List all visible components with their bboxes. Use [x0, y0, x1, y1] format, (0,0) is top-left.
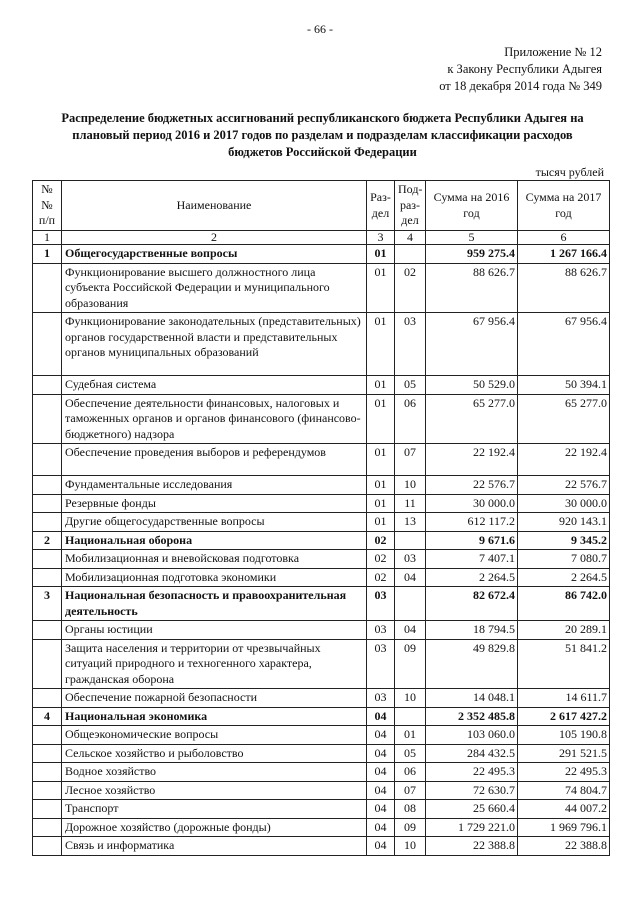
- row-sum-2017: 22 192.4: [518, 444, 610, 476]
- row-name: Дорожное хозяйство (дорожные фонды): [62, 818, 367, 837]
- row-sum-2017: 65 277.0: [518, 394, 610, 444]
- table-row: [33, 313, 610, 376]
- row-subsection-code: 03: [395, 550, 426, 569]
- header-sum-2016: Сумма на 2016 год: [426, 181, 518, 231]
- row-sum-2016: 9 671.6: [426, 531, 518, 550]
- row-sum-2016: 65 277.0: [426, 394, 518, 444]
- table-body: [33, 245, 610, 856]
- row-number: [33, 263, 62, 313]
- row-sum-2016: 50 529.0: [426, 376, 518, 395]
- row-section-code: 03: [367, 621, 395, 640]
- row-name: Национальная оборона: [62, 531, 367, 550]
- row-sum-2016: 88 626.7: [426, 263, 518, 313]
- row-number: [33, 639, 62, 689]
- row-sum-2016: 67 956.4: [426, 313, 518, 376]
- row-name: Функционирование высшего должностного лица субъекта Российской Федерации и муниципального образования: [62, 263, 367, 313]
- row-name: Водное хозяйство: [62, 763, 367, 782]
- row-section-code: 04: [367, 781, 395, 800]
- row-subsection-code: [395, 245, 426, 264]
- row-sum-2017: 2 264.5: [518, 568, 610, 587]
- row-name: Обеспечение проведения выборов и референдумов: [62, 444, 367, 476]
- table-row: [33, 818, 610, 837]
- table-row: [33, 476, 610, 495]
- row-name: Защита населения и территории от чрезвычайных ситуаций природного и техногенного характера, гражданская оборона: [62, 639, 367, 689]
- table-row: [33, 639, 610, 689]
- table-row: [33, 513, 610, 532]
- row-number: [33, 313, 62, 376]
- row-name: Мобилизационная и вневойсковая подготовка: [62, 550, 367, 569]
- row-section-code: 02: [367, 568, 395, 587]
- header-subsection: Под-раз-дел: [395, 181, 426, 231]
- page-number: - 66 -: [307, 22, 333, 36]
- row-name: Национальная экономика: [62, 707, 367, 726]
- row-name: Органы юстиции: [62, 621, 367, 640]
- table-row-section: [33, 531, 610, 550]
- row-sum-2016: 612 117.2: [426, 513, 518, 532]
- row-number: [33, 621, 62, 640]
- row-sum-2016: 1 729 221.0: [426, 818, 518, 837]
- row-subsection-code: 11: [395, 494, 426, 513]
- row-section-code: 01: [367, 513, 395, 532]
- row-name: Национальная безопасность и правоохранительная деятельность: [62, 587, 367, 621]
- row-section-code: 01: [367, 263, 395, 313]
- row-sum-2016: 959 275.4: [426, 245, 518, 264]
- row-section-code: 03: [367, 689, 395, 708]
- row-subsection-code: 02: [395, 263, 426, 313]
- row-sum-2016: 22 388.8: [426, 837, 518, 856]
- header-section: Раз-дел: [367, 181, 395, 231]
- row-sum-2016: 49 829.8: [426, 639, 518, 689]
- header-number: №№ п/п: [33, 181, 62, 231]
- row-sum-2016: 82 672.4: [426, 587, 518, 621]
- row-number: [33, 726, 62, 745]
- table-row: [33, 263, 610, 313]
- row-number: [33, 837, 62, 856]
- table-row-section: [33, 587, 610, 621]
- row-subsection-code: 08: [395, 800, 426, 819]
- row-section-code: 04: [367, 744, 395, 763]
- table-row-section: [33, 707, 610, 726]
- row-name: Общеэкономические вопросы: [62, 726, 367, 745]
- row-subsection-code: 01: [395, 726, 426, 745]
- row-sum-2016: 22 495.3: [426, 763, 518, 782]
- row-number: [33, 513, 62, 532]
- units-label: тысяч рублей: [535, 165, 604, 179]
- table-row: [33, 550, 610, 569]
- row-section-code: 04: [367, 837, 395, 856]
- column-index-6: 6: [518, 231, 610, 245]
- row-name: Судебная система: [62, 376, 367, 395]
- row-subsection-code: 09: [395, 639, 426, 689]
- row-sum-2017: 44 007.2: [518, 800, 610, 819]
- row-number: [33, 800, 62, 819]
- row-subsection-code: 05: [395, 376, 426, 395]
- table-row: [33, 744, 610, 763]
- row-name: Транспорт: [62, 800, 367, 819]
- row-number: [33, 476, 62, 495]
- table-row: [33, 837, 610, 856]
- row-sum-2016: 2 352 485.8: [426, 707, 518, 726]
- row-section-code: 01: [367, 476, 395, 495]
- column-index-4: 4: [395, 231, 426, 245]
- row-number: [33, 568, 62, 587]
- row-subsection-code: 07: [395, 781, 426, 800]
- row-subsection-code: 13: [395, 513, 426, 532]
- row-sum-2017: 88 626.7: [518, 263, 610, 313]
- annex-line-1: Приложение № 12: [504, 45, 602, 59]
- row-subsection-code: 07: [395, 444, 426, 476]
- row-sum-2016: 72 630.7: [426, 781, 518, 800]
- row-name: Связь и информатика: [62, 837, 367, 856]
- row-name: Обеспечение пожарной безопасности: [62, 689, 367, 708]
- annex-block: [439, 44, 602, 95]
- table-row: [33, 726, 610, 745]
- row-number: [33, 444, 62, 476]
- document-title: Распределение бюджетных ассигнований республиканского бюджета Республики Адыгея на плановый период 2016 и 2017 годов по разделам и подразделам классификации расходов бюджетов Российской Федерации: [61, 111, 584, 159]
- row-number: [33, 781, 62, 800]
- row-name: Другие общегосударственные вопросы: [62, 513, 367, 532]
- row-sum-2017: 2 617 427.2: [518, 707, 610, 726]
- row-number: 1: [33, 245, 62, 264]
- table-row-section: [33, 245, 610, 264]
- row-section-code: 04: [367, 818, 395, 837]
- row-number: [33, 763, 62, 782]
- row-section-code: 04: [367, 800, 395, 819]
- table-row: [33, 689, 610, 708]
- row-section-code: 01: [367, 444, 395, 476]
- column-index-row: [33, 231, 610, 245]
- row-section-code: 04: [367, 763, 395, 782]
- row-sum-2016: 103 060.0: [426, 726, 518, 745]
- row-number: 4: [33, 707, 62, 726]
- annex-line-3: от 18 декабря 2014 года № 349: [439, 79, 602, 93]
- table-row: [33, 444, 610, 476]
- column-index-5: 5: [426, 231, 518, 245]
- row-number: [33, 376, 62, 395]
- column-index-1: 1: [33, 231, 62, 245]
- budget-table: [32, 180, 610, 856]
- row-section-code: 04: [367, 726, 395, 745]
- row-subsection-code: 09: [395, 818, 426, 837]
- row-sum-2017: 22 388.8: [518, 837, 610, 856]
- row-subsection-code: 05: [395, 744, 426, 763]
- row-sum-2016: 18 794.5: [426, 621, 518, 640]
- row-number: 2: [33, 531, 62, 550]
- row-sum-2016: 25 660.4: [426, 800, 518, 819]
- row-sum-2017: 1 969 796.1: [518, 818, 610, 837]
- table-row: [33, 763, 610, 782]
- annex-line-2: к Закону Республики Адыгея: [447, 62, 602, 76]
- header-sum-2017: Сумма на 2017 год: [518, 181, 610, 231]
- row-subsection-code: [395, 707, 426, 726]
- row-number: [33, 818, 62, 837]
- row-subsection-code: 06: [395, 763, 426, 782]
- row-subsection-code: 10: [395, 476, 426, 495]
- row-sum-2017: 50 394.1: [518, 376, 610, 395]
- row-sum-2017: 920 143.1: [518, 513, 610, 532]
- row-sum-2017: 30 000.0: [518, 494, 610, 513]
- row-section-code: 01: [367, 376, 395, 395]
- row-section-code: 04: [367, 707, 395, 726]
- row-number: [33, 394, 62, 444]
- row-sum-2016: 2 264.5: [426, 568, 518, 587]
- row-subsection-code: 04: [395, 568, 426, 587]
- row-name: Общегосударственные вопросы: [62, 245, 367, 264]
- row-subsection-code: 04: [395, 621, 426, 640]
- table-row: [33, 621, 610, 640]
- row-subsection-code: [395, 531, 426, 550]
- row-sum-2017: 51 841.2: [518, 639, 610, 689]
- row-sum-2016: 30 000.0: [426, 494, 518, 513]
- row-name: Сельское хозяйство и рыболовство: [62, 744, 367, 763]
- row-sum-2017: 22 576.7: [518, 476, 610, 495]
- row-sum-2017: 291 521.5: [518, 744, 610, 763]
- header-name: Наименование: [62, 181, 367, 231]
- table-row: [33, 494, 610, 513]
- row-sum-2017: 67 956.4: [518, 313, 610, 376]
- row-subsection-code: [395, 587, 426, 621]
- row-sum-2017: 7 080.7: [518, 550, 610, 569]
- table-row: [33, 800, 610, 819]
- table-row: [33, 394, 610, 444]
- column-index-2: 2: [62, 231, 367, 245]
- table-row: [33, 568, 610, 587]
- row-section-code: 03: [367, 587, 395, 621]
- row-section-code: 01: [367, 494, 395, 513]
- row-subsection-code: 03: [395, 313, 426, 376]
- row-name: Лесное хозяйство: [62, 781, 367, 800]
- row-subsection-code: 06: [395, 394, 426, 444]
- row-section-code: 01: [367, 394, 395, 444]
- row-sum-2016: 284 432.5: [426, 744, 518, 763]
- row-sum-2017: 74 804.7: [518, 781, 610, 800]
- row-sum-2017: 86 742.0: [518, 587, 610, 621]
- row-name: Обеспечение деятельности финансовых, налоговых и таможенных органов и органов финансового (финансово-бюджетного) надзора: [62, 394, 367, 444]
- row-sum-2017: 105 190.8: [518, 726, 610, 745]
- row-sum-2016: 22 576.7: [426, 476, 518, 495]
- row-sum-2017: 9 345.2: [518, 531, 610, 550]
- table-row: [33, 376, 610, 395]
- row-sum-2017: 1 267 166.4: [518, 245, 610, 264]
- row-name: Мобилизационная подготовка экономики: [62, 568, 367, 587]
- row-subsection-code: 10: [395, 689, 426, 708]
- column-index-3: 3: [367, 231, 395, 245]
- row-section-code: 01: [367, 245, 395, 264]
- row-name: Функционирование законодательных (представительных) органов государственной власти и представительных органов муниципальных образований: [62, 313, 367, 376]
- row-sum-2017: 14 611.7: [518, 689, 610, 708]
- row-sum-2016: 22 192.4: [426, 444, 518, 476]
- row-subsection-code: 10: [395, 837, 426, 856]
- row-number: [33, 550, 62, 569]
- row-number: [33, 689, 62, 708]
- row-section-code: 02: [367, 550, 395, 569]
- row-sum-2017: 22 495.3: [518, 763, 610, 782]
- row-name: Фундаментальные исследования: [62, 476, 367, 495]
- row-number: [33, 744, 62, 763]
- row-section-code: 01: [367, 313, 395, 376]
- row-number: 3: [33, 587, 62, 621]
- row-sum-2016: 14 048.1: [426, 689, 518, 708]
- row-section-code: 03: [367, 639, 395, 689]
- row-sum-2017: 20 289.1: [518, 621, 610, 640]
- row-section-code: 02: [367, 531, 395, 550]
- row-name: Резервные фонды: [62, 494, 367, 513]
- row-sum-2016: 7 407.1: [426, 550, 518, 569]
- table-row: [33, 781, 610, 800]
- row-number: [33, 494, 62, 513]
